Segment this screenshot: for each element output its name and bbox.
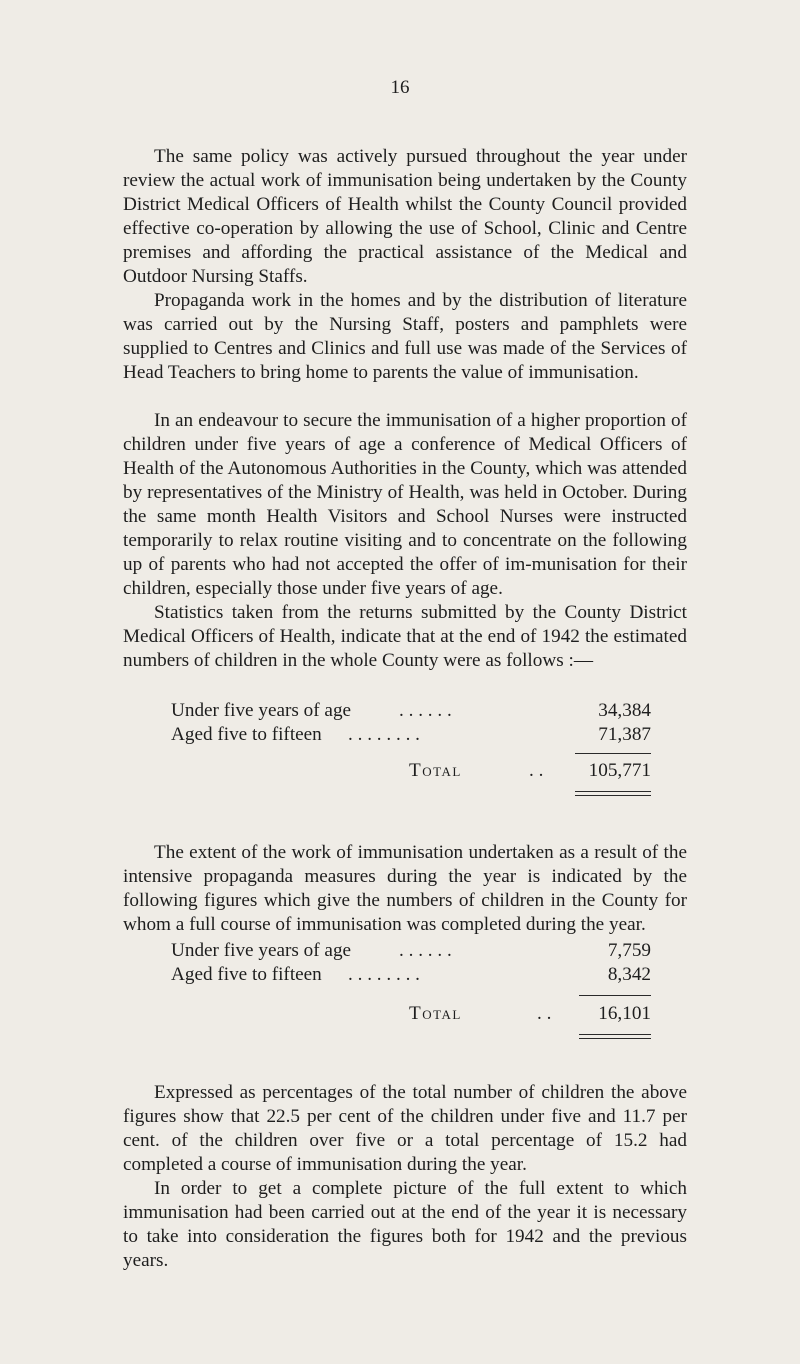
leader-dots: . . . . . . xyxy=(399,940,452,961)
row-label: Under five years of age xyxy=(171,940,352,961)
paragraph-7: In order to get a complete picture of the full extent to which immunisation had been carried out at the end of the year it is necessary to take into consideration the figures both for 1942 and the previous years. xyxy=(123,1178,687,1271)
paragraph-5: The extent of the work of immunisation undertaken as a result of the intensive propaganda measures during the year is indicated by the following figures which give the numbers of children in the County for whom a full course of immunisation was completed during the year. xyxy=(123,842,687,935)
paragraph-4: Statistics taken from the returns submitted by the County District Medical Officers of Health, indicate that at the end of 1942 the estimated numbers of children in the whole County were as follows :— xyxy=(123,602,687,671)
subtotal-rule xyxy=(579,995,651,996)
paragraph-6: Expressed as percentages of the total number of children the above figures show that 22.5 per cent of the children under five and 11.7 per cent. of the children over five or a total percentage of 15.2 had completed a course of immunisation during the year. xyxy=(123,1082,687,1175)
total-value: 16,101 xyxy=(598,1003,651,1024)
leader-dots: . . xyxy=(529,760,544,781)
row-value: 8,342 xyxy=(607,964,651,985)
paragraph-1: The same policy was actively pursued throughout the year under review the actual work of immunisation being undertaken by the County District Medical Officers of Health whilst the County Council provided effective co-operation by allowing the use of School, Clinic and Centre premises and affording the practical assistance of the Medical and Outdoor Nursing Staffs. xyxy=(123,146,687,287)
leader-dots: . . . . . . xyxy=(399,700,452,721)
population-table xyxy=(171,699,651,819)
page-number: 16 xyxy=(390,77,410,98)
row-value: 71,387 xyxy=(598,724,651,745)
total-label: Total xyxy=(409,760,462,781)
row-value: 34,384 xyxy=(598,700,651,721)
total-row xyxy=(171,1002,651,1026)
paragraph-2: Propaganda work in the homes and by the distribution of literature was carried out by the Nursing Staff, posters and pamphlets were supplied to Centres and Clinics and full use was made of the Services of Head Teachers to bring home to parents the value of immunisation. xyxy=(123,290,687,383)
table-row xyxy=(171,939,651,963)
row-label: Aged five to fifteen xyxy=(171,964,322,985)
leader-dots: . . . . . . . . xyxy=(348,964,420,985)
total-double-rule xyxy=(579,1034,651,1039)
row-label: Under five years of age xyxy=(171,700,352,721)
table-row xyxy=(171,699,651,723)
row-value: 7,759 xyxy=(607,940,651,961)
table-row xyxy=(171,963,651,987)
leader-dots: . . . . . . . . xyxy=(348,724,420,745)
total-value: 105,771 xyxy=(588,760,651,781)
total-row xyxy=(171,759,651,783)
total-double-rule xyxy=(575,791,651,796)
total-label: Total xyxy=(409,1003,462,1024)
paragraph-3: In an endeavour to secure the immunisation of a higher proportion of children under five years of age a conference of Medical Officers of Health of the Autonomous Authorities in the County, which was attended by representatives of the Ministry of Health, was held in October. During the same month Health Visitors and School Nurses were instructed temporarily to relax routine visiting and to concentrate on the following up of parents who had not accepted the offer of im-munisation for their children, especially those under five years of age. xyxy=(123,410,687,599)
immunisation-table xyxy=(171,939,651,1059)
subtotal-rule xyxy=(575,753,651,754)
leader-dots: . . xyxy=(537,1003,552,1024)
table-row xyxy=(171,723,651,747)
row-label: Aged five to fifteen xyxy=(171,724,322,745)
